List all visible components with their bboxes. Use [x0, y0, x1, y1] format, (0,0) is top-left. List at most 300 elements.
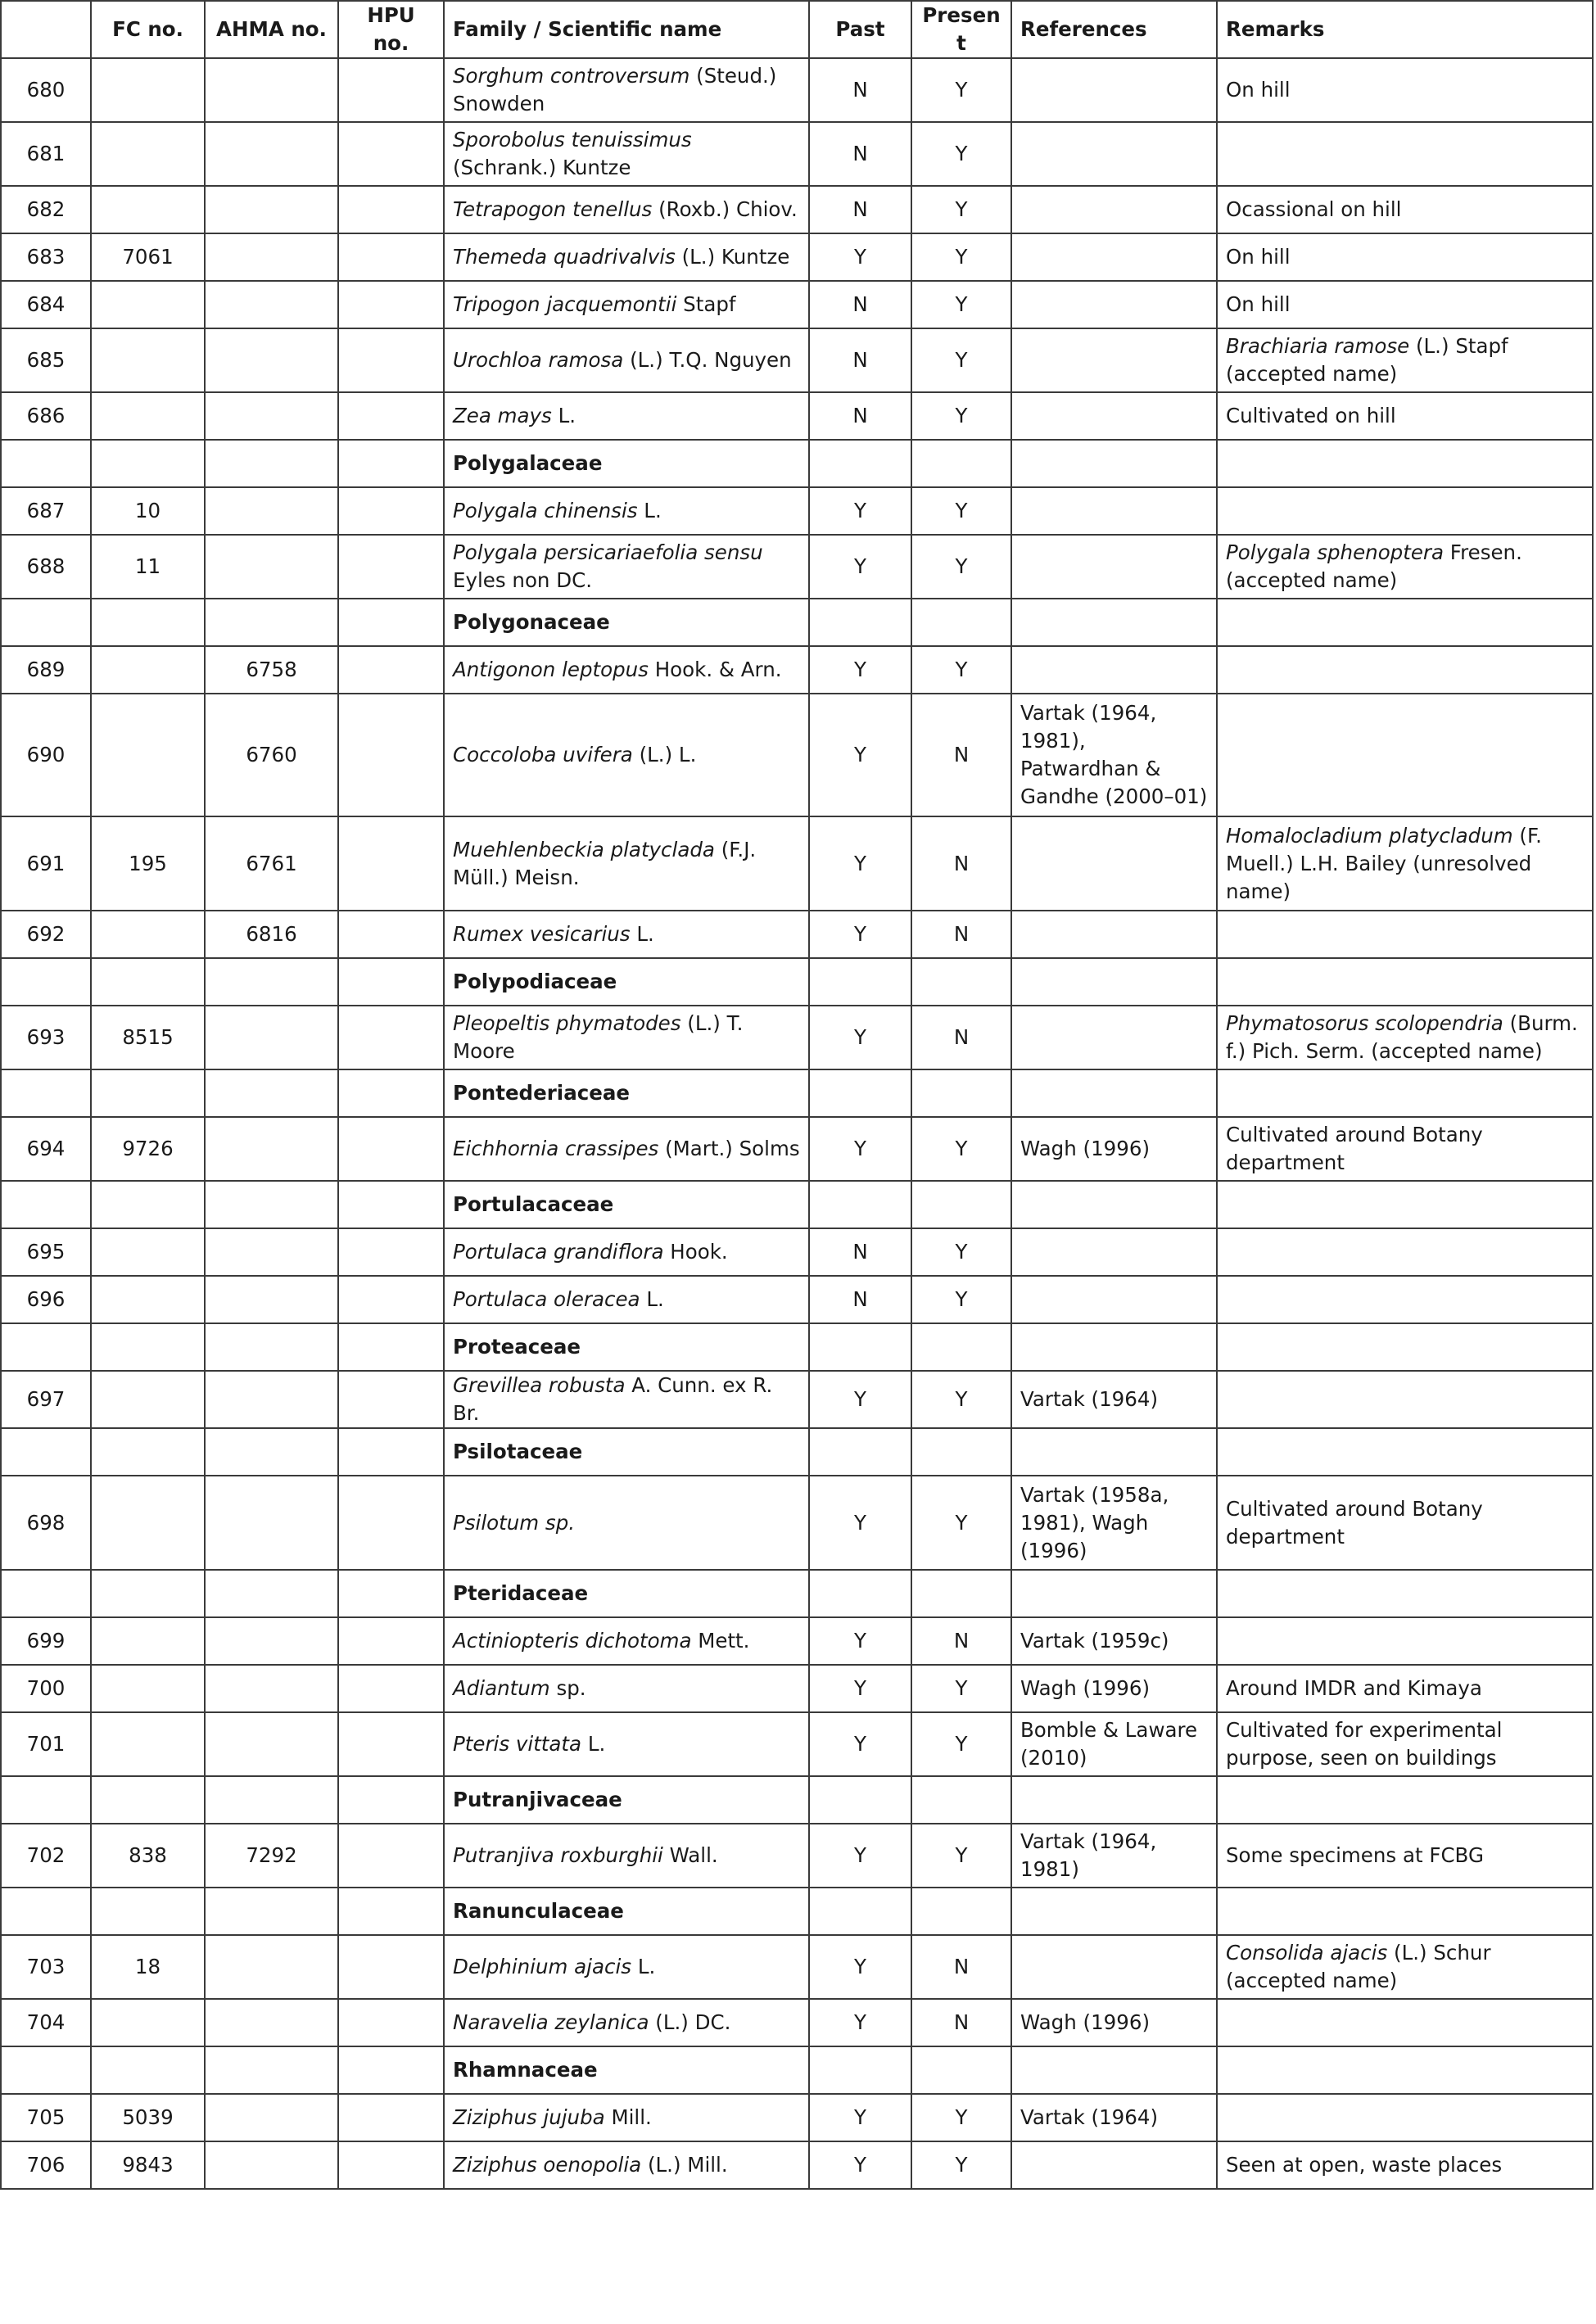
table-row — [1, 1371, 1593, 1428]
family-name: Portulacaceae — [444, 1181, 809, 1228]
empty-cell — [205, 1776, 338, 1824]
family-name: Polypodiaceae — [444, 958, 809, 1006]
species-name: Putranjiva roxburghii — [453, 1843, 663, 1867]
past-status: Y — [809, 911, 911, 958]
empty-cell — [809, 1069, 911, 1117]
remarks — [1217, 186, 1593, 233]
fc-number — [91, 1999, 205, 2046]
references — [1011, 122, 1217, 186]
author-citation: (L.) T. Moore — [453, 1011, 744, 1063]
fc-number: 838 — [91, 1824, 205, 1888]
author-citation: Hook. & Arn. — [648, 658, 782, 681]
ahma-number: 6758 — [205, 646, 338, 694]
ahma-number — [205, 1617, 338, 1665]
ahma-number — [205, 281, 338, 328]
past-status: Y — [809, 1935, 911, 1999]
ahma-number — [205, 122, 338, 186]
header-remarks: Remarks — [1217, 1, 1593, 58]
scientific-name — [444, 535, 809, 599]
scientific-name — [444, 186, 809, 233]
author-citation: L. — [640, 1287, 664, 1311]
scientific-name — [444, 281, 809, 328]
present-status: Y — [911, 1228, 1011, 1276]
fc-number — [91, 1712, 205, 1776]
table-row — [1, 1999, 1593, 2046]
author-citation: A. Cunn. ex R. Br. — [453, 1373, 773, 1425]
family-name: Putranjivaceae — [444, 1776, 809, 1824]
family-row — [1, 1069, 1593, 1117]
hpu-number — [338, 2094, 444, 2141]
empty-cell — [911, 1776, 1011, 1824]
past-status: Y — [809, 233, 911, 281]
fc-number: 11 — [91, 535, 205, 599]
author-citation: (L.) Kuntze — [675, 245, 790, 269]
remark-text: Fresen. (accepted name) — [1226, 540, 1522, 592]
past-status: Y — [809, 1476, 911, 1570]
present-status: Y — [911, 58, 1011, 122]
empty-cell — [1217, 1570, 1593, 1617]
scientific-name — [444, 1665, 809, 1712]
empty-cell — [1, 1323, 91, 1371]
references: Bomble & Laware (2010) — [1011, 1712, 1217, 1776]
empty-cell — [91, 1181, 205, 1228]
header-past: Past — [809, 1, 911, 58]
table-row — [1, 1276, 1593, 1323]
remark-text: Around IMDR and Kimaya — [1226, 1676, 1482, 1700]
present-status: Y — [911, 1665, 1011, 1712]
family-row — [1, 440, 1593, 487]
serial-number: 697 — [1, 1371, 91, 1428]
scientific-name — [444, 1006, 809, 1069]
hpu-number — [338, 816, 444, 911]
family-row — [1, 958, 1593, 1006]
past-status: Y — [809, 646, 911, 694]
serial-number: 682 — [1, 186, 91, 233]
empty-cell — [338, 2046, 444, 2094]
empty-cell — [809, 440, 911, 487]
empty-cell — [1, 1428, 91, 1476]
table-row — [1, 233, 1593, 281]
empty-cell — [91, 1570, 205, 1617]
remarks — [1217, 1665, 1593, 1712]
remarks — [1217, 1824, 1593, 1888]
serial-number: 695 — [1, 1228, 91, 1276]
serial-number: 687 — [1, 487, 91, 535]
hpu-number — [338, 1476, 444, 1570]
serial-number: 680 — [1, 58, 91, 122]
hpu-number — [338, 535, 444, 599]
ahma-number — [205, 1371, 338, 1428]
empty-cell — [338, 1570, 444, 1617]
empty-cell — [1011, 1323, 1217, 1371]
empty-cell — [338, 1888, 444, 1935]
past-status: Y — [809, 1999, 911, 2046]
empty-cell — [1011, 1570, 1217, 1617]
empty-cell — [809, 1776, 911, 1824]
hpu-number — [338, 233, 444, 281]
fc-number: 9843 — [91, 2141, 205, 2189]
present-status: Y — [911, 281, 1011, 328]
empty-cell — [1217, 1428, 1593, 1476]
fc-number — [91, 1371, 205, 1428]
past-status: Y — [809, 2141, 911, 2189]
present-status: N — [911, 1999, 1011, 2046]
present-status: Y — [911, 2094, 1011, 2141]
header-row — [1, 1, 1593, 58]
past-status: Y — [809, 1371, 911, 1428]
empty-cell — [809, 1888, 911, 1935]
ahma-number — [205, 1665, 338, 1712]
table-row — [1, 646, 1593, 694]
remark-text: On hill — [1226, 245, 1291, 269]
fc-number — [91, 646, 205, 694]
empty-cell — [1011, 440, 1217, 487]
references — [1011, 1276, 1217, 1323]
empty-cell — [911, 1570, 1011, 1617]
ahma-number: 6760 — [205, 694, 338, 816]
references: Vartak (1964) — [1011, 1371, 1217, 1428]
ahma-number — [205, 186, 338, 233]
empty-cell — [809, 1181, 911, 1228]
references: Vartak (1964, 1981) — [1011, 1824, 1217, 1888]
table-row — [1, 1712, 1593, 1776]
author-citation: Eyles non DC. — [453, 568, 593, 592]
fc-number — [91, 58, 205, 122]
present-status: Y — [911, 186, 1011, 233]
family-name: Psilotaceae — [444, 1428, 809, 1476]
empty-cell — [205, 1323, 338, 1371]
past-status: N — [809, 122, 911, 186]
species-name: Muehlenbeckia platyclada — [453, 837, 715, 861]
header-scientific-name: Family / Scientific name — [444, 1, 809, 58]
hpu-number — [338, 58, 444, 122]
ahma-number — [205, 535, 338, 599]
empty-cell — [911, 1069, 1011, 1117]
fc-number — [91, 1476, 205, 1570]
fc-number: 18 — [91, 1935, 205, 1999]
references — [1011, 1228, 1217, 1276]
past-status: N — [809, 392, 911, 440]
species-name: Urochloa ramosa — [453, 348, 624, 372]
references — [1011, 1006, 1217, 1069]
remark-text: On hill — [1226, 78, 1291, 102]
empty-cell — [91, 1428, 205, 1476]
empty-cell — [205, 2046, 338, 2094]
present-status: Y — [911, 392, 1011, 440]
species-name: Coccoloba uvifera — [453, 743, 633, 766]
table-row — [1, 535, 1593, 599]
empty-cell — [205, 1181, 338, 1228]
empty-cell — [91, 1069, 205, 1117]
remarks — [1217, 1117, 1593, 1181]
empty-cell — [809, 1570, 911, 1617]
scientific-name — [444, 911, 809, 958]
past-status: Y — [809, 535, 911, 599]
past-status: Y — [809, 694, 911, 816]
scientific-name — [444, 1371, 809, 1428]
ahma-number: 6761 — [205, 816, 338, 911]
fc-number: 9726 — [91, 1117, 205, 1181]
family-row — [1, 1888, 1593, 1935]
serial-number: 702 — [1, 1824, 91, 1888]
serial-number: 696 — [1, 1276, 91, 1323]
table-row — [1, 186, 1593, 233]
scientific-name — [444, 122, 809, 186]
remark-text: Cultivated around Botany department — [1226, 1496, 1483, 1549]
fc-number: 10 — [91, 487, 205, 535]
present-status: Y — [911, 122, 1011, 186]
empty-cell — [338, 1776, 444, 1824]
family-row — [1, 1776, 1593, 1824]
species-name: Ziziphus jujuba — [453, 2105, 605, 2129]
empty-cell — [911, 599, 1011, 646]
species-name: Grevillea robusta — [453, 1373, 626, 1397]
references — [1011, 911, 1217, 958]
family-name: Pontederiaceae — [444, 1069, 809, 1117]
references — [1011, 535, 1217, 599]
table-row — [1, 1665, 1593, 1712]
table-row — [1, 328, 1593, 392]
author-citation: L. — [637, 499, 662, 522]
remark-text: On hill — [1226, 292, 1291, 316]
past-status: Y — [809, 1006, 911, 1069]
past-status: Y — [809, 1824, 911, 1888]
species-name: Pleopeltis phymatodes — [453, 1011, 681, 1035]
serial-number: 703 — [1, 1935, 91, 1999]
references: Wagh (1996) — [1011, 1999, 1217, 2046]
empty-cell — [911, 1888, 1011, 1935]
fc-number — [91, 281, 205, 328]
scientific-name — [444, 328, 809, 392]
table-row — [1, 1006, 1593, 1069]
hpu-number — [338, 2141, 444, 2189]
empty-cell — [205, 958, 338, 1006]
remarks — [1217, 1935, 1593, 1999]
references — [1011, 58, 1217, 122]
serial-number: 693 — [1, 1006, 91, 1069]
serial-number: 689 — [1, 646, 91, 694]
fc-number — [91, 122, 205, 186]
empty-cell — [911, 1428, 1011, 1476]
scientific-name — [444, 1476, 809, 1570]
ahma-number: 7292 — [205, 1824, 338, 1888]
header-hpu-no: HPU no. — [338, 1, 444, 58]
species-name: Naravelia zeylanica — [453, 2010, 649, 2034]
fc-number: 8515 — [91, 1006, 205, 1069]
species-name: Antigonon leptopus — [453, 658, 649, 681]
references — [1011, 487, 1217, 535]
author-citation: L. — [551, 404, 576, 427]
family-name: Pteridaceae — [444, 1570, 809, 1617]
author-citation: (F.J. Müll.) Meisn. — [453, 837, 757, 889]
table-row — [1, 2141, 1593, 2189]
empty-cell — [1217, 1323, 1593, 1371]
empty-cell — [1, 2046, 91, 2094]
fc-number — [91, 1228, 205, 1276]
ahma-number — [205, 1999, 338, 2046]
empty-cell — [205, 440, 338, 487]
empty-cell — [205, 599, 338, 646]
present-status: Y — [911, 535, 1011, 599]
empty-cell — [91, 958, 205, 1006]
serial-number: 700 — [1, 1665, 91, 1712]
empty-cell — [1217, 2046, 1593, 2094]
remark-text: Ocassional on hill — [1226, 197, 1402, 221]
species-name: Portulaca oleracea — [453, 1287, 640, 1311]
author-citation: (Roxb.) Chiov. — [652, 197, 798, 221]
present-status: Y — [911, 1276, 1011, 1323]
species-name: Portulaca grandiflora — [453, 1240, 664, 1264]
author-citation: L. — [630, 922, 654, 946]
ahma-number — [205, 233, 338, 281]
table-row — [1, 122, 1593, 186]
empty-cell — [1011, 2046, 1217, 2094]
author-citation: (Mart.) Solms — [658, 1137, 800, 1160]
empty-cell — [1217, 1181, 1593, 1228]
remarks — [1217, 911, 1593, 958]
references — [1011, 1935, 1217, 1999]
ahma-number — [205, 1117, 338, 1181]
empty-cell — [338, 958, 444, 1006]
family-row — [1, 2046, 1593, 2094]
remark-text: (F. Muell.) L.H. Bailey (unresolved name) — [1226, 823, 1542, 903]
scientific-name — [444, 1228, 809, 1276]
scientific-name — [444, 2094, 809, 2141]
table-row — [1, 816, 1593, 911]
table-body — [1, 58, 1593, 2189]
present-status: Y — [911, 646, 1011, 694]
remarks — [1217, 2141, 1593, 2189]
remarks — [1217, 1712, 1593, 1776]
empty-cell — [1, 1570, 91, 1617]
serial-number: 705 — [1, 2094, 91, 2141]
empty-cell — [338, 599, 444, 646]
remark-text: Some specimens at FCBG — [1226, 1843, 1484, 1867]
empty-cell — [1, 1181, 91, 1228]
empty-cell — [809, 1428, 911, 1476]
ahma-number — [205, 58, 338, 122]
remarks — [1217, 1999, 1593, 2046]
table-row — [1, 1117, 1593, 1181]
table-row — [1, 911, 1593, 958]
hpu-number — [338, 1999, 444, 2046]
scientific-name — [444, 1935, 809, 1999]
fc-number — [91, 1276, 205, 1323]
remark-accepted-name: Polygala sphenoptera — [1226, 540, 1444, 564]
empty-cell — [1, 1069, 91, 1117]
remark-accepted-name: Homalocladium platycladum — [1226, 823, 1513, 848]
present-status: Y — [911, 1117, 1011, 1181]
remarks — [1217, 58, 1593, 122]
hpu-number — [338, 1665, 444, 1712]
empty-cell — [809, 599, 911, 646]
family-name: Proteaceae — [444, 1323, 809, 1371]
remark-text: (L.) Schur (accepted name) — [1226, 1941, 1491, 1992]
fc-number — [91, 911, 205, 958]
fc-number: 7061 — [91, 233, 205, 281]
hpu-number — [338, 1712, 444, 1776]
remarks — [1217, 1006, 1593, 1069]
ahma-number — [205, 1006, 338, 1069]
present-status: Y — [911, 1371, 1011, 1428]
scientific-name — [444, 1824, 809, 1888]
serial-number: 699 — [1, 1617, 91, 1665]
table-row — [1, 1228, 1593, 1276]
remark-text: Cultivated for experimental purpose, seen on buildings — [1226, 1718, 1503, 1770]
past-status: N — [809, 328, 911, 392]
family-name: Polygalaceae — [444, 440, 809, 487]
scientific-name — [444, 2141, 809, 2189]
past-status: N — [809, 1276, 911, 1323]
author-citation: Wall. — [662, 1843, 718, 1867]
ahma-number — [205, 487, 338, 535]
fc-number: 195 — [91, 816, 205, 911]
species-name: Polygala persicariaefolia sensu — [453, 540, 763, 564]
author-citation: (L.) Mill. — [641, 2153, 728, 2177]
empty-cell — [1217, 958, 1593, 1006]
ahma-number — [205, 1476, 338, 1570]
empty-cell — [1217, 440, 1593, 487]
serial-number: 681 — [1, 122, 91, 186]
species-name: Ziziphus oenopolia — [453, 2153, 642, 2177]
scientific-name — [444, 487, 809, 535]
author-citation: Mill. — [604, 2105, 652, 2129]
remarks — [1217, 328, 1593, 392]
empty-cell — [338, 1323, 444, 1371]
empty-cell — [1217, 599, 1593, 646]
empty-cell — [91, 1776, 205, 1824]
scientific-name — [444, 646, 809, 694]
empty-cell — [205, 1069, 338, 1117]
past-status: N — [809, 281, 911, 328]
past-status: Y — [809, 1712, 911, 1776]
ahma-number — [205, 2094, 338, 2141]
family-row — [1, 1323, 1593, 1371]
remarks — [1217, 816, 1593, 911]
remarks — [1217, 1276, 1593, 1323]
remark-text: (L.) Stapf (accepted name) — [1226, 334, 1508, 386]
present-status: N — [911, 911, 1011, 958]
empty-cell — [1011, 1069, 1217, 1117]
empty-cell — [91, 1888, 205, 1935]
serial-number: 685 — [1, 328, 91, 392]
empty-cell — [338, 1428, 444, 1476]
hpu-number — [338, 186, 444, 233]
header-present: Present — [911, 1, 1011, 58]
remarks — [1217, 392, 1593, 440]
empty-cell — [1011, 1428, 1217, 1476]
hpu-number — [338, 646, 444, 694]
references: Wagh (1996) — [1011, 1117, 1217, 1181]
remarks — [1217, 1617, 1593, 1665]
header-fc-no: FC no. — [91, 1, 205, 58]
author-citation: Stapf — [676, 292, 736, 316]
table-row — [1, 694, 1593, 816]
empty-cell — [205, 1570, 338, 1617]
species-name: Eichhornia crassipes — [453, 1137, 659, 1160]
remark-accepted-name: Phymatosorus scolopendria — [1226, 1011, 1503, 1035]
ahma-number — [205, 1712, 338, 1776]
remarks — [1217, 535, 1593, 599]
ahma-number — [205, 392, 338, 440]
remark-text: Seen at open, waste places — [1226, 2153, 1503, 2177]
empty-cell — [1217, 1776, 1593, 1824]
table-row — [1, 392, 1593, 440]
species-name: Zea mays — [453, 404, 552, 427]
species-name: Tetrapogon tenellus — [453, 197, 653, 221]
past-status: Y — [809, 1665, 911, 1712]
empty-cell — [338, 1069, 444, 1117]
